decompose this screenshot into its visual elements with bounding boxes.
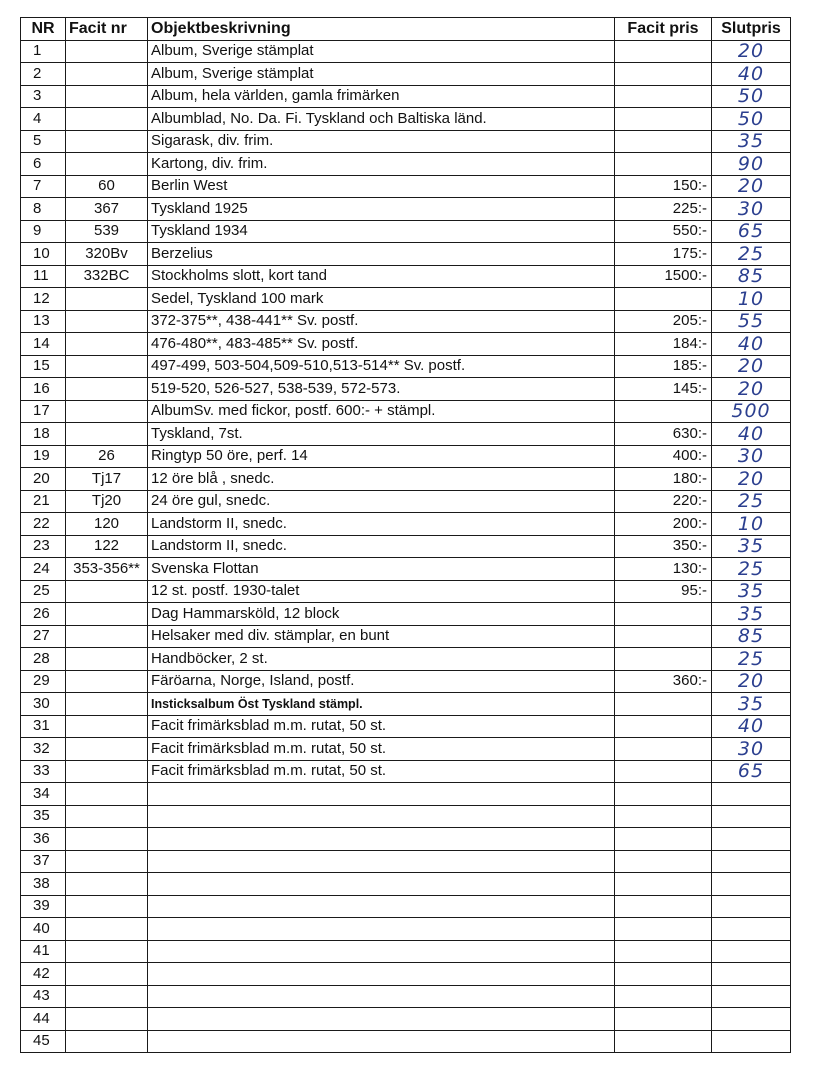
cell-objektbeskrivning: Dag Hammarsköld, 12 block: [148, 603, 615, 626]
cell-objektbeskrivning: [148, 940, 615, 963]
cell-nr: 37: [21, 850, 66, 873]
cell-objektbeskrivning: [148, 783, 615, 806]
cell-facit-nr: [66, 873, 148, 896]
cell-nr: 7: [21, 175, 66, 198]
cell-facit-pris: [615, 1030, 712, 1053]
cell-objektbeskrivning: 12 st. postf. 1930-talet: [148, 580, 615, 603]
cell-objektbeskrivning: 12 öre blå , snedc.: [148, 468, 615, 491]
table-row: [21, 558, 791, 581]
table-row: [21, 738, 791, 761]
cell-slutpris: 20: [712, 468, 791, 491]
cell-facit-pris: [615, 985, 712, 1008]
cell-slutpris: [712, 850, 791, 873]
cell-facit-pris: [615, 85, 712, 108]
cell-slutpris: [712, 828, 791, 851]
cell-nr: 23: [21, 535, 66, 558]
cell-facit-pris: 225:-: [615, 198, 712, 221]
cell-objektbeskrivning: Tyskland 1934: [148, 220, 615, 243]
cell-facit-pris: [615, 108, 712, 131]
cell-nr: 21: [21, 490, 66, 513]
cell-nr: 41: [21, 940, 66, 963]
cell-facit-pris: 205:-: [615, 310, 712, 333]
cell-slutpris: 40: [712, 333, 791, 356]
cell-facit-pris: [615, 873, 712, 896]
cell-nr: 24: [21, 558, 66, 581]
cell-objektbeskrivning: Berzelius: [148, 243, 615, 266]
cell-slutpris: 25: [712, 490, 791, 513]
table-row: [21, 783, 791, 806]
cell-nr: 17: [21, 400, 66, 423]
cell-nr: 28: [21, 648, 66, 671]
table-row: [21, 715, 791, 738]
cell-slutpris: 40: [712, 423, 791, 446]
cell-facit-pris: 130:-: [615, 558, 712, 581]
cell-facit-nr: 122: [66, 535, 148, 558]
table-header-row: [21, 18, 791, 41]
table-row: [21, 873, 791, 896]
table-row: [21, 805, 791, 828]
table-row: [21, 265, 791, 288]
table-row: [21, 400, 791, 423]
cell-facit-pris: 175:-: [615, 243, 712, 266]
cell-facit-nr: 367: [66, 198, 148, 221]
table-row: [21, 355, 791, 378]
cell-slutpris: 65: [712, 220, 791, 243]
cell-objektbeskrivning: 476-480**, 483-485** Sv. postf.: [148, 333, 615, 356]
table-row: [21, 850, 791, 873]
cell-slutpris: 85: [712, 265, 791, 288]
cell-facit-pris: [615, 63, 712, 86]
cell-objektbeskrivning: Helsaker med div. stämplar, en bunt: [148, 625, 615, 648]
cell-facit-pris: 400:-: [615, 445, 712, 468]
table-row: [21, 490, 791, 513]
cell-facit-nr: 539: [66, 220, 148, 243]
table-row: [21, 198, 791, 221]
cell-nr: 27: [21, 625, 66, 648]
cell-facit-pris: [615, 625, 712, 648]
cell-facit-nr: [66, 400, 148, 423]
cell-objektbeskrivning: [148, 985, 615, 1008]
cell-nr: 9: [21, 220, 66, 243]
cell-objektbeskrivning: Stockholms slott, kort tand: [148, 265, 615, 288]
cell-slutpris: 35: [712, 603, 791, 626]
table-row: [21, 895, 791, 918]
cell-facit-nr: [66, 985, 148, 1008]
cell-facit-pris: [615, 738, 712, 761]
cell-nr: 2: [21, 63, 66, 86]
cell-slutpris: 20: [712, 355, 791, 378]
cell-facit-pris: [615, 693, 712, 716]
cell-slutpris: 20: [712, 40, 791, 63]
cell-facit-pris: [615, 850, 712, 873]
cell-objektbeskrivning: Facit frimärksblad m.m. rutat, 50 st.: [148, 760, 615, 783]
table-row: [21, 580, 791, 603]
table-row: [21, 670, 791, 693]
cell-nr: 36: [21, 828, 66, 851]
cell-facit-pris: 150:-: [615, 175, 712, 198]
cell-slutpris: 55: [712, 310, 791, 333]
cell-facit-nr: [66, 625, 148, 648]
cell-slutpris: 10: [712, 513, 791, 536]
table-row: [21, 1030, 791, 1053]
cell-objektbeskrivning: Facit frimärksblad m.m. rutat, 50 st.: [148, 738, 615, 761]
cell-facit-nr: 120: [66, 513, 148, 536]
table-row: [21, 333, 791, 356]
cell-facit-nr: [66, 828, 148, 851]
cell-objektbeskrivning: Landstorm II, snedc.: [148, 513, 615, 536]
cell-objektbeskrivning: [148, 873, 615, 896]
cell-objektbeskrivning: [148, 963, 615, 986]
table-row: [21, 378, 791, 401]
cell-facit-pris: [615, 603, 712, 626]
cell-facit-pris: [615, 1008, 712, 1031]
cell-facit-pris: 180:-: [615, 468, 712, 491]
cell-slutpris: 30: [712, 738, 791, 761]
cell-facit-nr: 332BC: [66, 265, 148, 288]
cell-facit-nr: 320Bv: [66, 243, 148, 266]
cell-facit-nr: 60: [66, 175, 148, 198]
cell-slutpris: [712, 918, 791, 941]
cell-slutpris: 50: [712, 108, 791, 131]
cell-objektbeskrivning: Landstorm II, snedc.: [148, 535, 615, 558]
cell-facit-pris: [615, 400, 712, 423]
table-row: [21, 153, 791, 176]
cell-slutpris: 40: [712, 63, 791, 86]
cell-slutpris: 25: [712, 243, 791, 266]
cell-objektbeskrivning: 519-520, 526-527, 538-539, 572-573.: [148, 378, 615, 401]
cell-nr: 42: [21, 963, 66, 986]
cell-slutpris: [712, 873, 791, 896]
cell-facit-nr: 26: [66, 445, 148, 468]
cell-facit-nr: [66, 940, 148, 963]
table-row: [21, 40, 791, 63]
cell-nr: 34: [21, 783, 66, 806]
cell-objektbeskrivning: [148, 828, 615, 851]
cell-facit-nr: [66, 310, 148, 333]
cell-slutpris: [712, 985, 791, 1008]
header-slutpris: Slutpris: [712, 18, 791, 41]
cell-facit-nr: 353-356**: [66, 558, 148, 581]
cell-facit-pris: 1500:-: [615, 265, 712, 288]
table-row: [21, 625, 791, 648]
cell-slutpris: 35: [712, 535, 791, 558]
cell-nr: 25: [21, 580, 66, 603]
table-row: [21, 535, 791, 558]
cell-slutpris: 35: [712, 130, 791, 153]
table-row: [21, 940, 791, 963]
cell-slutpris: [712, 1008, 791, 1031]
cell-facit-nr: [66, 63, 148, 86]
cell-nr: 43: [21, 985, 66, 1008]
cell-slutpris: 30: [712, 445, 791, 468]
cell-facit-nr: Tj20: [66, 490, 148, 513]
cell-objektbeskrivning: [148, 1030, 615, 1053]
cell-objektbeskrivning: Berlin West: [148, 175, 615, 198]
table-row: [21, 445, 791, 468]
cell-nr: 14: [21, 333, 66, 356]
cell-facit-pris: [615, 40, 712, 63]
cell-facit-pris: 95:-: [615, 580, 712, 603]
cell-nr: 20: [21, 468, 66, 491]
cell-slutpris: 35: [712, 580, 791, 603]
table-row: [21, 760, 791, 783]
cell-facit-pris: [615, 288, 712, 311]
cell-nr: 38: [21, 873, 66, 896]
cell-facit-pris: 630:-: [615, 423, 712, 446]
cell-facit-nr: [66, 805, 148, 828]
cell-nr: 26: [21, 603, 66, 626]
cell-facit-nr: [66, 760, 148, 783]
cell-slutpris: 10: [712, 288, 791, 311]
cell-slutpris: 25: [712, 558, 791, 581]
cell-nr: 31: [21, 715, 66, 738]
cell-facit-nr: [66, 1030, 148, 1053]
header-facit-nr: Facit nr: [66, 18, 148, 41]
cell-facit-nr: [66, 333, 148, 356]
cell-slutpris: 85: [712, 625, 791, 648]
cell-facit-nr: [66, 918, 148, 941]
cell-nr: 30: [21, 693, 66, 716]
cell-facit-pris: [615, 940, 712, 963]
cell-nr: 45: [21, 1030, 66, 1053]
cell-objektbeskrivning: Insticksalbum Öst Tyskland stämpl.: [148, 693, 615, 716]
cell-facit-pris: 200:-: [615, 513, 712, 536]
table-row: [21, 918, 791, 941]
cell-nr: 1: [21, 40, 66, 63]
header-objektbeskrivning: Objektbeskrivning: [148, 18, 615, 41]
cell-facit-pris: [615, 153, 712, 176]
cell-facit-pris: 350:-: [615, 535, 712, 558]
table-row: [21, 85, 791, 108]
cell-slutpris: 20: [712, 378, 791, 401]
cell-slutpris: [712, 805, 791, 828]
cell-nr: 33: [21, 760, 66, 783]
cell-slutpris: [712, 895, 791, 918]
table-row: [21, 130, 791, 153]
table-row: [21, 108, 791, 131]
cell-nr: 13: [21, 310, 66, 333]
cell-facit-pris: 145:-: [615, 378, 712, 401]
cell-facit-nr: [66, 423, 148, 446]
cell-facit-nr: [66, 738, 148, 761]
cell-slutpris: 20: [712, 175, 791, 198]
cell-objektbeskrivning: Album, hela världen, gamla frimärken: [148, 85, 615, 108]
cell-objektbeskrivning: Album, Sverige stämplat: [148, 40, 615, 63]
cell-slutpris: 90: [712, 153, 791, 176]
cell-facit-nr: Tj17: [66, 468, 148, 491]
table-row: [21, 63, 791, 86]
cell-facit-nr: [66, 963, 148, 986]
cell-slutpris: [712, 940, 791, 963]
table-row: [21, 310, 791, 333]
cell-facit-nr: [66, 108, 148, 131]
cell-facit-nr: [66, 378, 148, 401]
cell-facit-pris: [615, 828, 712, 851]
cell-facit-nr: [66, 1008, 148, 1031]
table-row: [21, 468, 791, 491]
cell-objektbeskrivning: Tyskland 1925: [148, 198, 615, 221]
cell-objektbeskrivning: Kartong, div. frim.: [148, 153, 615, 176]
cell-slutpris: 500: [712, 400, 791, 423]
auction-results-sheet: [20, 17, 790, 1053]
cell-objektbeskrivning: Sedel, Tyskland 100 mark: [148, 288, 615, 311]
table-row: [21, 288, 791, 311]
cell-facit-pris: 220:-: [615, 490, 712, 513]
table-row: [21, 985, 791, 1008]
cell-slutpris: 65: [712, 760, 791, 783]
cell-facit-pris: [615, 963, 712, 986]
cell-facit-pris: 184:-: [615, 333, 712, 356]
cell-nr: 10: [21, 243, 66, 266]
cell-objektbeskrivning: Sigarask, div. frim.: [148, 130, 615, 153]
cell-nr: 40: [21, 918, 66, 941]
table-row: [21, 423, 791, 446]
cell-slutpris: [712, 963, 791, 986]
cell-nr: 15: [21, 355, 66, 378]
cell-facit-nr: [66, 783, 148, 806]
cell-facit-pris: [615, 648, 712, 671]
cell-facit-pris: 185:-: [615, 355, 712, 378]
cell-objektbeskrivning: [148, 895, 615, 918]
table-row: [21, 175, 791, 198]
cell-slutpris: 30: [712, 198, 791, 221]
cell-nr: 8: [21, 198, 66, 221]
cell-objektbeskrivning: Facit frimärksblad m.m. rutat, 50 st.: [148, 715, 615, 738]
table-row: [21, 963, 791, 986]
cell-facit-pris: [615, 130, 712, 153]
cell-slutpris: 25: [712, 648, 791, 671]
cell-objektbeskrivning: AlbumSv. med fickor, postf. 600:- + stämpl.: [148, 400, 615, 423]
cell-nr: 11: [21, 265, 66, 288]
cell-objektbeskrivning: 24 öre gul, snedc.: [148, 490, 615, 513]
cell-nr: 29: [21, 670, 66, 693]
cell-facit-nr: [66, 40, 148, 63]
cell-nr: 22: [21, 513, 66, 536]
cell-nr: 16: [21, 378, 66, 401]
table-row: [21, 603, 791, 626]
cell-objektbeskrivning: [148, 805, 615, 828]
cell-facit-pris: [615, 715, 712, 738]
cell-objektbeskrivning: 372-375**, 438-441** Sv. postf.: [148, 310, 615, 333]
header-facit-pris: Facit pris: [615, 18, 712, 41]
cell-facit-pris: [615, 783, 712, 806]
cell-nr: 4: [21, 108, 66, 131]
cell-objektbeskrivning: Ringtyp 50 öre, perf. 14: [148, 445, 615, 468]
cell-facit-pris: [615, 760, 712, 783]
cell-objektbeskrivning: [148, 850, 615, 873]
cell-nr: 19: [21, 445, 66, 468]
cell-nr: 5: [21, 130, 66, 153]
table-body: [21, 40, 791, 1053]
cell-objektbeskrivning: Album, Sverige stämplat: [148, 63, 615, 86]
cell-objektbeskrivning: Albumblad, No. Da. Fi. Tyskland och Baltiska länd.: [148, 108, 615, 131]
cell-objektbeskrivning: [148, 1008, 615, 1031]
cell-objektbeskrivning: Svenska Flottan: [148, 558, 615, 581]
auction-table: [20, 17, 791, 1053]
cell-facit-nr: [66, 580, 148, 603]
cell-slutpris: 50: [712, 85, 791, 108]
cell-nr: 3: [21, 85, 66, 108]
cell-facit-nr: [66, 85, 148, 108]
cell-facit-nr: [66, 355, 148, 378]
table-row: [21, 648, 791, 671]
cell-nr: 35: [21, 805, 66, 828]
cell-nr: 18: [21, 423, 66, 446]
cell-facit-pris: [615, 895, 712, 918]
table-row: [21, 693, 791, 716]
cell-objektbeskrivning: Färöarna, Norge, Island, postf.: [148, 670, 615, 693]
table-row: [21, 243, 791, 266]
header-nr: NR: [21, 18, 66, 41]
cell-facit-nr: [66, 895, 148, 918]
cell-facit-pris: 360:-: [615, 670, 712, 693]
cell-facit-nr: [66, 648, 148, 671]
cell-slutpris: [712, 1030, 791, 1053]
cell-nr: 44: [21, 1008, 66, 1031]
table-row: [21, 513, 791, 536]
cell-facit-nr: [66, 130, 148, 153]
cell-slutpris: 40: [712, 715, 791, 738]
cell-nr: 39: [21, 895, 66, 918]
cell-slutpris: 35: [712, 693, 791, 716]
table-row: [21, 220, 791, 243]
cell-nr: 32: [21, 738, 66, 761]
cell-slutpris: [712, 783, 791, 806]
cell-nr: 6: [21, 153, 66, 176]
cell-facit-nr: [66, 603, 148, 626]
cell-facit-nr: [66, 153, 148, 176]
cell-facit-nr: [66, 288, 148, 311]
cell-objektbeskrivning: 497-499, 503-504,509-510,513-514** Sv. postf.: [148, 355, 615, 378]
cell-facit-nr: [66, 850, 148, 873]
cell-facit-pris: 550:-: [615, 220, 712, 243]
cell-facit-nr: [66, 693, 148, 716]
table-row: [21, 1008, 791, 1031]
cell-nr: 12: [21, 288, 66, 311]
cell-objektbeskrivning: [148, 918, 615, 941]
cell-slutpris: 20: [712, 670, 791, 693]
cell-facit-pris: [615, 805, 712, 828]
cell-facit-nr: [66, 715, 148, 738]
cell-objektbeskrivning: Tyskland, 7st.: [148, 423, 615, 446]
cell-facit-nr: [66, 670, 148, 693]
table-row: [21, 828, 791, 851]
cell-facit-pris: [615, 918, 712, 941]
cell-objektbeskrivning: Handböcker, 2 st.: [148, 648, 615, 671]
